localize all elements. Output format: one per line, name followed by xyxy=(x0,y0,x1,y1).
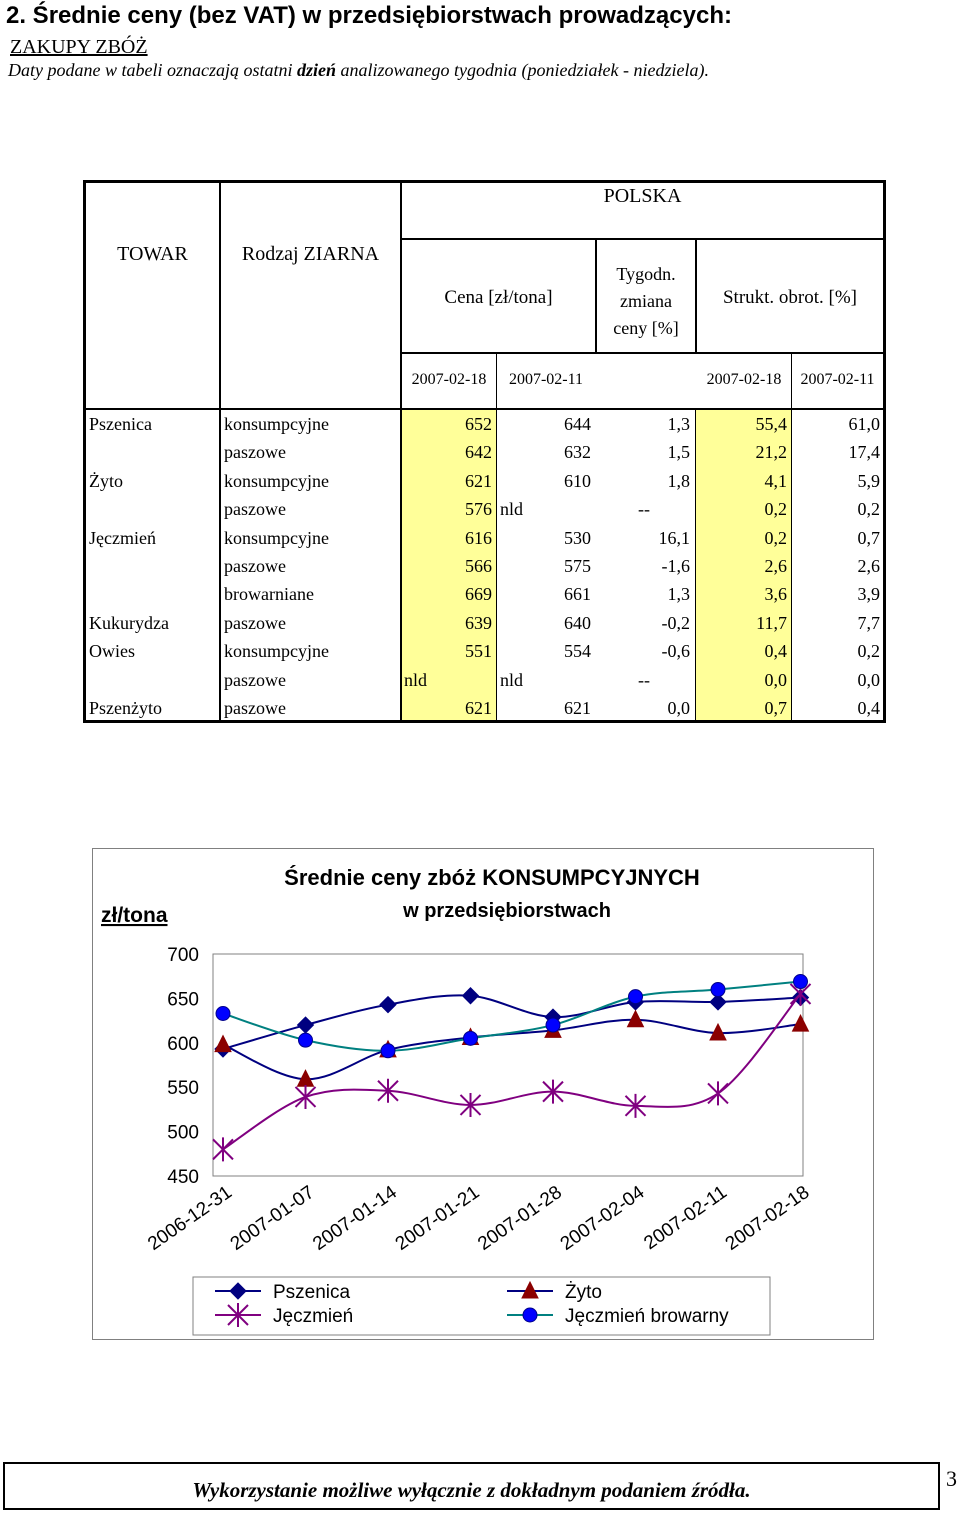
cell-s1: 55,4 xyxy=(755,414,787,434)
x-axis xyxy=(144,1182,813,1255)
cell-s2: 3,9 xyxy=(857,584,880,605)
cell-zmiana: 1,8 xyxy=(667,470,690,491)
cell-zmiana: 0,0 xyxy=(667,698,690,718)
y-tick-label: 700 xyxy=(167,945,199,966)
header-zmiana-l1: Tygodn. xyxy=(616,264,676,284)
chart-title-line2: w przedsiębiorstwach xyxy=(403,900,611,922)
header-rodzaj: Rodzaj ZIARNA xyxy=(241,243,380,265)
cell-cena1: nld xyxy=(404,669,428,690)
section-title: 2. Średnie ceny (bez VAT) w przedsiębiorstwach prowadzących: xyxy=(6,2,732,29)
triangle-marker xyxy=(793,1015,809,1031)
x-tick-label: 2006-12-31 xyxy=(144,1181,236,1255)
header-cena: Cena [zł/tona] xyxy=(444,287,553,308)
cell-s2: 0,4 xyxy=(857,698,880,718)
diamond-marker xyxy=(463,988,479,1004)
cell-cena1: 551 xyxy=(465,641,492,662)
header-towar: TOWAR xyxy=(117,243,188,265)
cell-s2: 5,9 xyxy=(857,470,880,491)
note-prefix: Daty podane w tabeli oznaczają ostatni xyxy=(8,60,297,80)
star-marker xyxy=(296,1085,316,1109)
cell-rodzaj: paszowe xyxy=(224,556,286,576)
header-zmiana-l2: zmiana xyxy=(620,291,672,311)
cell-cena1: 621 xyxy=(465,698,492,718)
date-note xyxy=(8,60,709,81)
cell-cena1: 616 xyxy=(465,527,492,548)
circle-marker xyxy=(299,1033,313,1047)
cell-cena2: nld xyxy=(500,669,524,690)
cell-cena1: 621 xyxy=(465,470,492,491)
cell-cena2: 621 xyxy=(564,698,591,718)
cell-cena1: 566 xyxy=(465,556,492,576)
diamond-marker xyxy=(380,997,396,1013)
cell-rodzaj: paszowe xyxy=(224,698,286,718)
legend-label: Pszenica xyxy=(273,1282,351,1303)
legend-label: Żyto xyxy=(565,1282,602,1303)
cell-cena2: 644 xyxy=(564,414,591,434)
cell-s1: 0,2 xyxy=(764,527,787,548)
cell-towar xyxy=(89,495,217,523)
cell-rodzaj: paszowe xyxy=(224,669,286,690)
cell-cena1: 576 xyxy=(465,499,492,520)
legend-label: Jęczmień xyxy=(273,1306,354,1327)
note-suffix: analizowanego tygodnia (poniedziałek - niedziela). xyxy=(336,60,709,80)
section-subtitle: ZAKUPY ZBÓŻ xyxy=(10,36,148,58)
series-2 xyxy=(213,982,811,1161)
footer-box xyxy=(3,1462,940,1510)
cell-s2: 61,0 xyxy=(848,414,880,434)
cell-cena1: 642 xyxy=(465,442,492,463)
cell-zmiana: 1,5 xyxy=(667,442,690,463)
cell-s2: 2,6 xyxy=(857,556,880,576)
cell-s2: 17,4 xyxy=(848,442,880,463)
cell-s2: 0,2 xyxy=(857,499,880,520)
header-zmiana xyxy=(597,261,695,342)
cell-towar xyxy=(89,438,217,466)
cell-s1: 0,0 xyxy=(764,669,787,690)
chart-title-line1: Średnie ceny zbóż KONSUMPCYJNYCH xyxy=(284,865,700,890)
cell-s1: 2,6 xyxy=(764,556,787,576)
header-strukt: Strukt. obrot. [%] xyxy=(722,287,858,308)
x-tick-label: 2007-01-07 xyxy=(226,1181,319,1255)
series-line xyxy=(223,994,801,1149)
note-bold: dzień xyxy=(296,60,336,80)
cell-zmiana: -- xyxy=(638,669,650,690)
cell-cena2: 575 xyxy=(564,556,591,576)
cell-zmiana: 16,1 xyxy=(658,527,690,548)
series-3 xyxy=(216,975,808,1058)
header-region: POLSKA xyxy=(603,185,682,207)
cell-rodzaj: paszowe xyxy=(224,499,286,520)
cell-zmiana: -0,6 xyxy=(661,641,690,662)
cell-cena2: 554 xyxy=(564,641,591,662)
cell-towar xyxy=(89,666,217,694)
cell-towar: Pszenżyto xyxy=(89,698,162,718)
header-date2: 2007-02-11 xyxy=(508,371,584,388)
star-marker xyxy=(708,1081,728,1105)
x-tick-label: 2007-02-11 xyxy=(640,1181,731,1255)
cell-towar: Owies xyxy=(89,641,135,662)
cell-rodzaj: konsumpcyjne xyxy=(224,641,329,662)
cell-cena2: 610 xyxy=(564,470,591,491)
header-zmiana-l3: ceny [%] xyxy=(613,318,679,338)
header-date3: 2007-02-18 xyxy=(706,371,782,388)
cell-towar: Jęczmień xyxy=(89,527,156,548)
cell-rodzaj: paszowe xyxy=(224,442,286,463)
cell-cena2: 530 xyxy=(564,527,591,548)
page-number: 3 xyxy=(946,1466,957,1491)
triangle-marker xyxy=(215,1036,231,1052)
cell-s1: 21,2 xyxy=(755,442,787,463)
cell-rodzaj: konsumpcyjne xyxy=(224,527,329,548)
cell-s1: 0,2 xyxy=(764,499,787,520)
cell-cena2: nld xyxy=(500,499,524,520)
star-marker xyxy=(213,1137,233,1161)
cell-s2: 0,7 xyxy=(857,527,880,548)
cell-s1: 0,7 xyxy=(764,698,787,718)
circle-marker xyxy=(381,1044,395,1058)
header-date4: 2007-02-11 xyxy=(800,371,875,388)
x-tick-label: 2007-01-14 xyxy=(309,1181,401,1255)
circle-marker xyxy=(629,990,643,1004)
cell-s1: 3,6 xyxy=(764,584,787,605)
cell-s1: 4,1 xyxy=(764,470,787,491)
diamond-marker xyxy=(298,1017,314,1033)
circle-marker xyxy=(711,983,725,997)
cell-rodzaj: konsumpcyjne xyxy=(224,414,329,434)
footer-text: Wykorzystanie możliwe wyłącznie z dokładnym podaniem źródła. xyxy=(192,1478,751,1502)
cell-s2: 0,2 xyxy=(857,641,880,662)
cell-rodzaj: konsumpcyjne xyxy=(224,470,329,491)
cell-cena2: 632 xyxy=(564,442,591,463)
cell-towar: Kukurydza xyxy=(89,612,169,633)
circle-marker xyxy=(794,975,808,989)
cell-zmiana: 1,3 xyxy=(667,584,690,605)
cell-cena2: 640 xyxy=(564,612,591,633)
cell-s2: 0,0 xyxy=(857,669,880,690)
y-axis xyxy=(167,945,199,1188)
cell-rodzaj: browarniane xyxy=(224,584,314,605)
cell-s1: 0,4 xyxy=(764,641,787,662)
price-chart xyxy=(92,848,874,1340)
circle-marker xyxy=(523,1308,537,1322)
chart-svg xyxy=(93,849,873,1339)
y-tick-label: 500 xyxy=(167,1122,199,1144)
cell-towar xyxy=(89,552,217,580)
y-tick-label: 650 xyxy=(167,989,199,1011)
series-group xyxy=(213,975,811,1162)
chart-ylabel: zł/tona xyxy=(101,904,168,927)
cell-cena2: 661 xyxy=(564,584,591,605)
legend-label: Jęczmień browarny xyxy=(565,1306,729,1327)
y-tick-label: 600 xyxy=(167,1033,199,1055)
price-table xyxy=(83,180,886,723)
y-tick-label: 450 xyxy=(167,1167,199,1188)
x-tick-label: 2007-01-28 xyxy=(474,1181,566,1255)
circle-marker xyxy=(464,1031,478,1045)
circle-marker xyxy=(216,1006,230,1020)
cell-zmiana: -1,6 xyxy=(661,556,690,576)
cell-s2: 7,7 xyxy=(857,612,880,633)
cell-zmiana: -- xyxy=(638,499,650,520)
x-tick-label: 2007-01-21 xyxy=(391,1181,484,1255)
triangle-marker xyxy=(628,1011,644,1027)
cell-towar: Żyto xyxy=(89,470,123,491)
cell-cena1: 652 xyxy=(465,414,492,434)
cell-towar xyxy=(89,580,217,608)
cell-cena1: 639 xyxy=(465,612,492,633)
cell-s1: 11,7 xyxy=(756,612,787,633)
x-tick-label: 2007-02-18 xyxy=(721,1181,814,1255)
cell-rodzaj: paszowe xyxy=(224,612,286,633)
cell-zmiana: 1,3 xyxy=(667,414,690,434)
y-tick-label: 550 xyxy=(167,1078,199,1100)
cell-cena1: 669 xyxy=(465,584,492,605)
x-tick-label: 2007-02-04 xyxy=(556,1181,649,1255)
cell-zmiana: -0,2 xyxy=(661,612,690,633)
cell-towar: Pszenica xyxy=(89,414,152,434)
header-date1: 2007-02-18 xyxy=(411,371,487,388)
circle-marker xyxy=(546,1018,560,1032)
